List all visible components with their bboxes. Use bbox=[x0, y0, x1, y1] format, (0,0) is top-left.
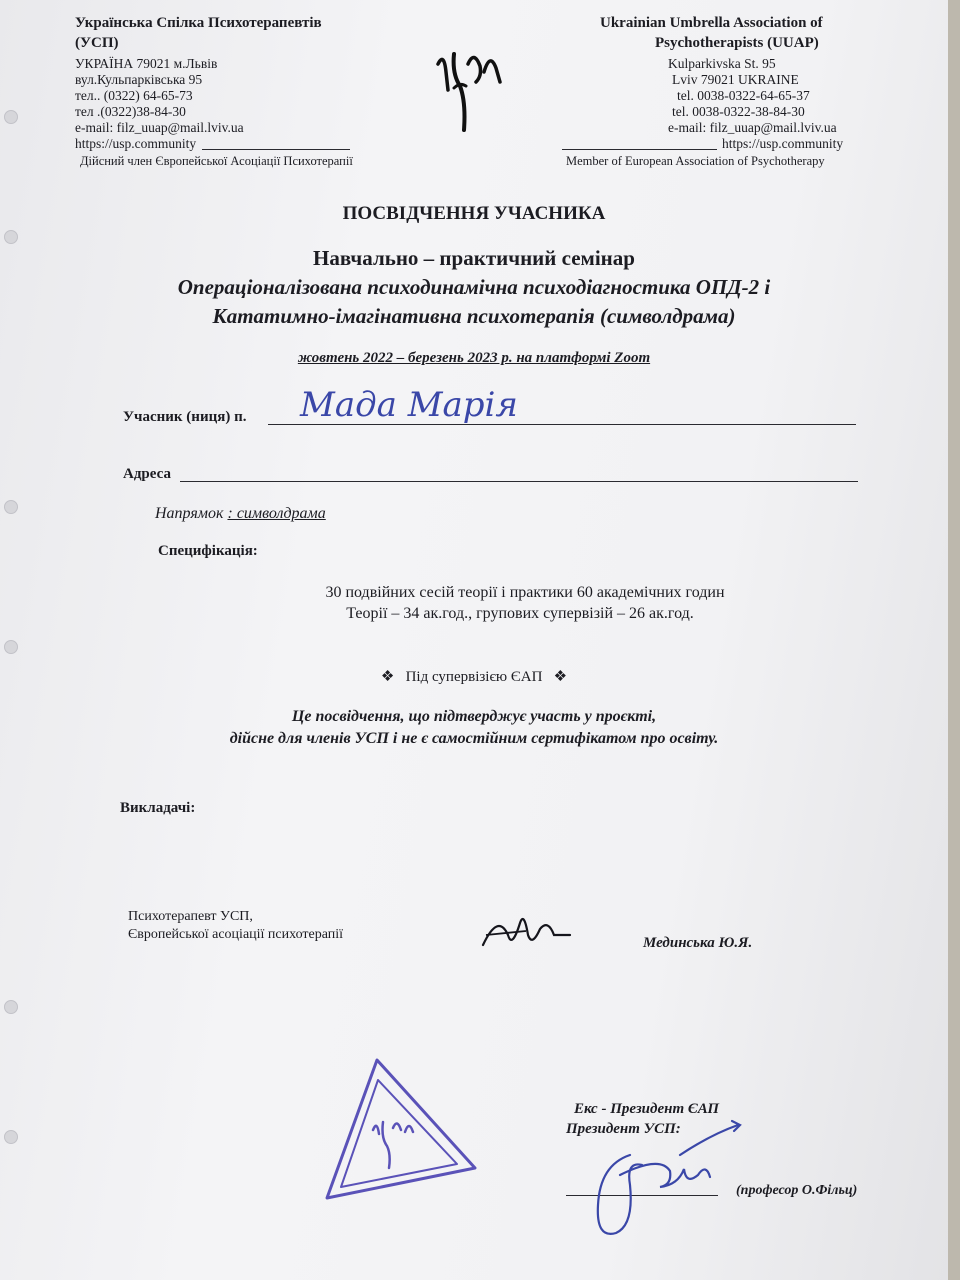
usp-logo-icon bbox=[430, 42, 510, 132]
participant-label: Учасник (ниця) п. bbox=[123, 409, 247, 425]
president-signature bbox=[560, 1115, 750, 1245]
president-name: (професор О.Фільц) bbox=[736, 1183, 858, 1198]
note-line2: дійсне для членів УСП і не є самостійним сертифікатом про освіту. bbox=[229, 730, 719, 747]
website-en: https://usp.community bbox=[722, 136, 844, 151]
seminar-dates: жовтень 2022 – березень 2023 р. на платформі Zoom bbox=[297, 350, 651, 366]
seminar-name-line1: Операціоналізована психодинамічна психодіагностика ОПД-2 і bbox=[177, 275, 771, 299]
specification-label: Специфікація: bbox=[158, 543, 258, 559]
header-rule bbox=[562, 149, 717, 150]
street-line-ua: вул.Кульпарківська 95 bbox=[75, 72, 203, 87]
teacher-name: Мединська Ю.Я. bbox=[643, 935, 753, 951]
address-line-en: Kulparkivska St. 95 bbox=[668, 56, 776, 71]
phone-en-2: tel. 0038-0322-38-84-30 bbox=[672, 104, 805, 119]
president-signature-icon bbox=[560, 1115, 750, 1245]
org-name-en-2: Psychotherapists (UUAP) bbox=[655, 35, 819, 51]
supervision-bullet-left-icon: ❖ bbox=[380, 669, 395, 685]
supervision-bullet-right-icon: ❖ bbox=[553, 669, 568, 685]
direction-value: : символдрама bbox=[227, 505, 326, 522]
teacher-signature bbox=[478, 905, 573, 955]
usp-logo bbox=[430, 42, 510, 132]
email-ua: e-mail: filz_uuap@mail.lviv.ua bbox=[75, 120, 244, 135]
supervision-text: Під супервізією ЄАП bbox=[405, 669, 543, 685]
phone-ua-2: тел .(0322)38-84-30 bbox=[75, 104, 186, 119]
address-label: Адреса bbox=[123, 466, 171, 482]
phone-en-1: tel. 0038-0322-64-65-37 bbox=[677, 88, 810, 103]
president-title-line2: Президент УСП: bbox=[566, 1121, 681, 1137]
binder-hole bbox=[4, 1130, 18, 1144]
city-line-en: Lviv 79021 UKRAINE bbox=[672, 72, 799, 87]
header-rule bbox=[202, 149, 350, 150]
address-line-ua: УКРАЇНА 79021 м.Львів bbox=[75, 56, 218, 71]
specification-line1: 30 подвійних сесій теорії і практики 60 академічних годин bbox=[325, 584, 725, 601]
binder-hole bbox=[4, 230, 18, 244]
teacher-role-line1: Психотерапевт УСП, bbox=[128, 909, 253, 924]
email-en: e-mail: filz_uuap@mail.lviv.ua bbox=[668, 120, 837, 135]
president-title-line1: Екс - Президент ЄАП bbox=[574, 1101, 720, 1117]
seminar-name-line2: Кататимно-імагінативна психотерапія (символдрама) bbox=[212, 304, 736, 328]
website-ua: https://usp.community bbox=[75, 136, 197, 151]
direction-row bbox=[155, 505, 326, 523]
binder-hole bbox=[4, 640, 18, 654]
teacher-signature-icon bbox=[478, 905, 573, 955]
teacher-role-line2: Європейської асоціації психотерапії bbox=[128, 927, 344, 942]
participant-name: Мада Марія bbox=[300, 385, 518, 425]
binder-hole bbox=[4, 110, 18, 124]
binder-hole bbox=[4, 500, 18, 514]
note-line1: Це посвідчення, що підтверджує участь у проєкті, bbox=[291, 708, 657, 725]
direction-label: Напрямок bbox=[155, 505, 224, 522]
address-line bbox=[180, 481, 858, 482]
organization-stamp bbox=[315, 1050, 485, 1210]
specification-line2: Теорії – 34 ак.год., групових супервізій – 26 ак.год. bbox=[346, 605, 694, 622]
document-title: ПОСВІДЧЕННЯ УЧАСНИКА bbox=[342, 203, 606, 224]
stamp-triangle-icon bbox=[315, 1050, 485, 1210]
teachers-label: Викладачі: bbox=[120, 800, 196, 816]
supervision-row bbox=[0, 667, 948, 686]
binder-holes bbox=[4, 0, 20, 1280]
org-name-en: Ukrainian Umbrella Association of bbox=[600, 15, 823, 31]
membership-ua: Дійсний член Європейської Асоціації Психотерапії bbox=[80, 154, 353, 168]
org-abbr-ua: (УСП) bbox=[75, 35, 119, 51]
membership-en: Member of European Association of Psychotherapy bbox=[566, 154, 825, 168]
seminar-type: Навчально – практичний семінар bbox=[313, 246, 635, 270]
binder-hole bbox=[4, 1000, 18, 1014]
phone-ua-1: тел.. (0322) 64-65-73 bbox=[75, 88, 193, 103]
org-name-ua: Українська Спілка Психотерапевтів bbox=[75, 15, 322, 31]
